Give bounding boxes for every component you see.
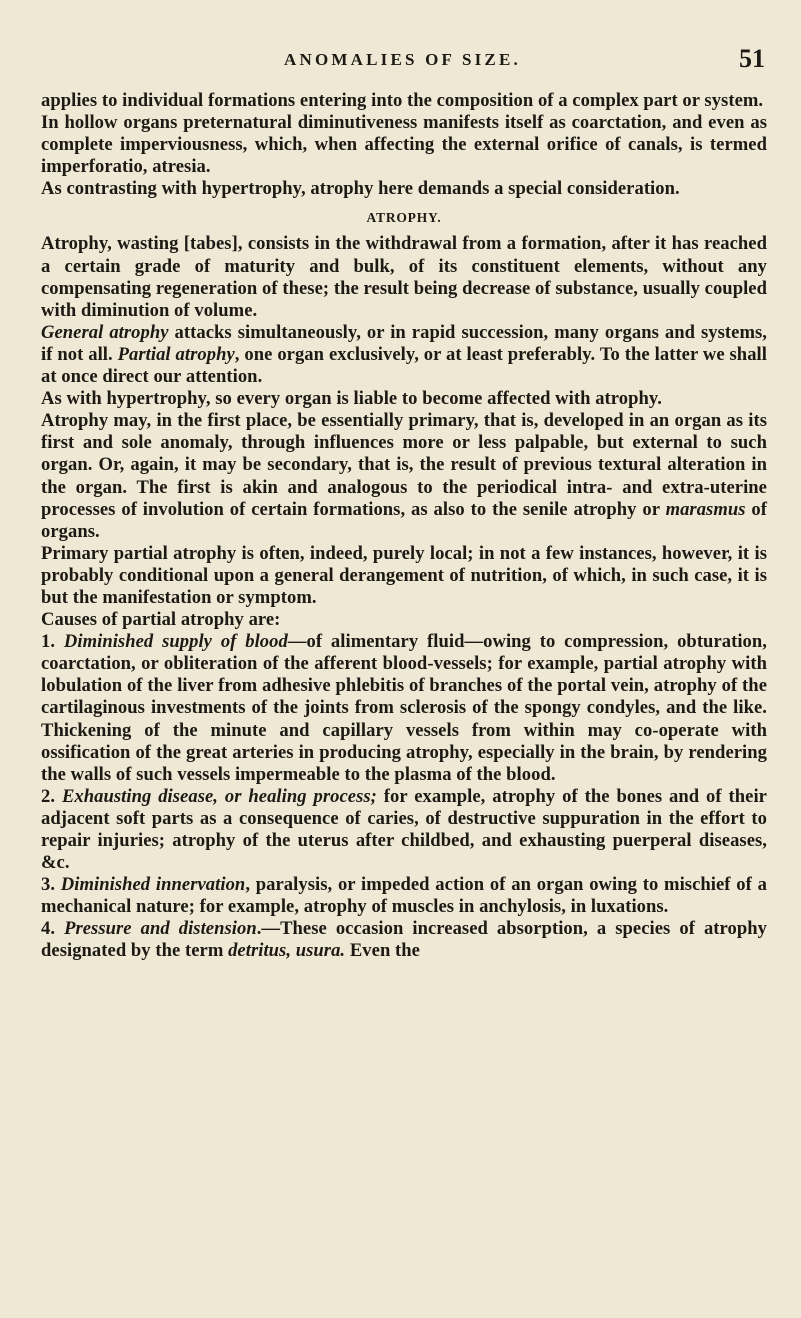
cause-item xyxy=(41,631,767,786)
item-number: 3. xyxy=(41,874,61,896)
italic-term: Diminished supply of blood xyxy=(63,631,288,653)
text-run: —of alimentary fluid—owing to compression, obturation, coarctation, or obliteration of the afferent blood-vessels; for example, partial atrophy with lobulation of the liver from adhesive phlebitis of branches of the portal vein, atrophy of the cartilaginous investments of the joints from sclerosis of the spongy condyles, and the like. Thickening of the minute and capillary vessels from within may co-operate with ossification of the great arteries in producing atrophy, especially in the brain, by rendering the walls of such vessels impermeable to the plasma of the blood. xyxy=(41,631,767,785)
italic-term: Partial atrophy xyxy=(117,343,235,365)
item-number: 4. xyxy=(41,918,65,940)
text-run: of organs. xyxy=(41,498,767,542)
paragraph: As with hypertrophy, so every organ is liable to become affected with atrophy. xyxy=(41,388,662,410)
italic-term: Pressure and distension xyxy=(64,918,257,940)
paragraph: Primary partial atrophy is often, indeed, purely local; in not a few instances, however, it is probably conditional upon a general derangement of nutrition, of which, in such case, it is but the manifestation or symptom. xyxy=(41,542,767,608)
text-run: , paralysis, or impeded action of an organ owing to mischief of a mechanical nature; for example, atrophy of muscles in anchylosis, in luxations. xyxy=(41,874,767,918)
text-run: attacks simultaneously, or in rapid succession, many organs and systems, if not all. xyxy=(41,321,767,365)
italic-term: Diminished innervation xyxy=(60,874,246,896)
text-run: Even the xyxy=(345,940,420,962)
italic-term: Exhausting disease, or healing process; xyxy=(61,785,377,807)
section-heading: ATROPHY. xyxy=(366,210,442,226)
item-number: 1. xyxy=(41,631,64,653)
paragraph: As contrasting with hypertrophy, atrophy here demands a special consideration. xyxy=(41,178,680,200)
item-number: 2. xyxy=(41,785,62,807)
running-header xyxy=(40,44,765,74)
paragraph xyxy=(41,322,767,388)
page-number: 51 xyxy=(739,44,765,73)
text-run: , one organ exclusively, or at least preferably. To the latter we shall at once direct our attention. xyxy=(41,343,767,388)
body-text xyxy=(41,90,767,963)
cause-item xyxy=(41,874,767,918)
italic-term: General atrophy xyxy=(41,321,169,343)
italic-term: detritus, usura. xyxy=(228,940,346,962)
paragraph xyxy=(41,410,767,543)
paragraph: In hollow organs preternatural diminutiveness manifests itself as coarctation, and even as complete imperviousness, which, when affecting the external orifice of canals, is termed imperforatio, atresia. xyxy=(41,112,767,178)
text-run: for example, atrophy of the bones and of their adjacent soft parts as a consequence of caries, of destructive suppuration in the effort to repair injuries; atrophy of the uterus after childbed, and exhausting puerperal diseases, &c. xyxy=(41,785,767,874)
text-run: Atrophy may, in the first place, be essentially primary, that is, developed in an organ as its first and sole anomaly, through influences more or less palpable, but external to such organ. Or, again, it may be secondary, that is, the result of previous textural alteration in the organ. The first is akin and analogous to the periodical intra- and extra-uterine processes of involution of certain formations, as also to the senile atrophy or xyxy=(41,410,767,520)
paragraph: Causes of partial atrophy are: xyxy=(41,609,281,631)
italic-term: marasmus xyxy=(665,498,746,520)
paragraph: Atrophy, wasting [tabes], consists in the withdrawal from a formation, after it has reached a certain grade of maturity and bulk, of its constituent elements, without any compensating regeneration of these; the result being decrease of substance, usually coupled with diminution of volume. xyxy=(41,233,767,321)
cause-item xyxy=(41,786,767,874)
running-title: ANOMALIES OF SIZE. xyxy=(284,50,521,69)
text-run: .—These occasion increased absorption, a species of atrophy designated by the term xyxy=(41,918,767,962)
cause-item xyxy=(41,918,767,962)
paragraph: applies to individual formations entering into the composition of a complex part or system. xyxy=(41,90,764,111)
